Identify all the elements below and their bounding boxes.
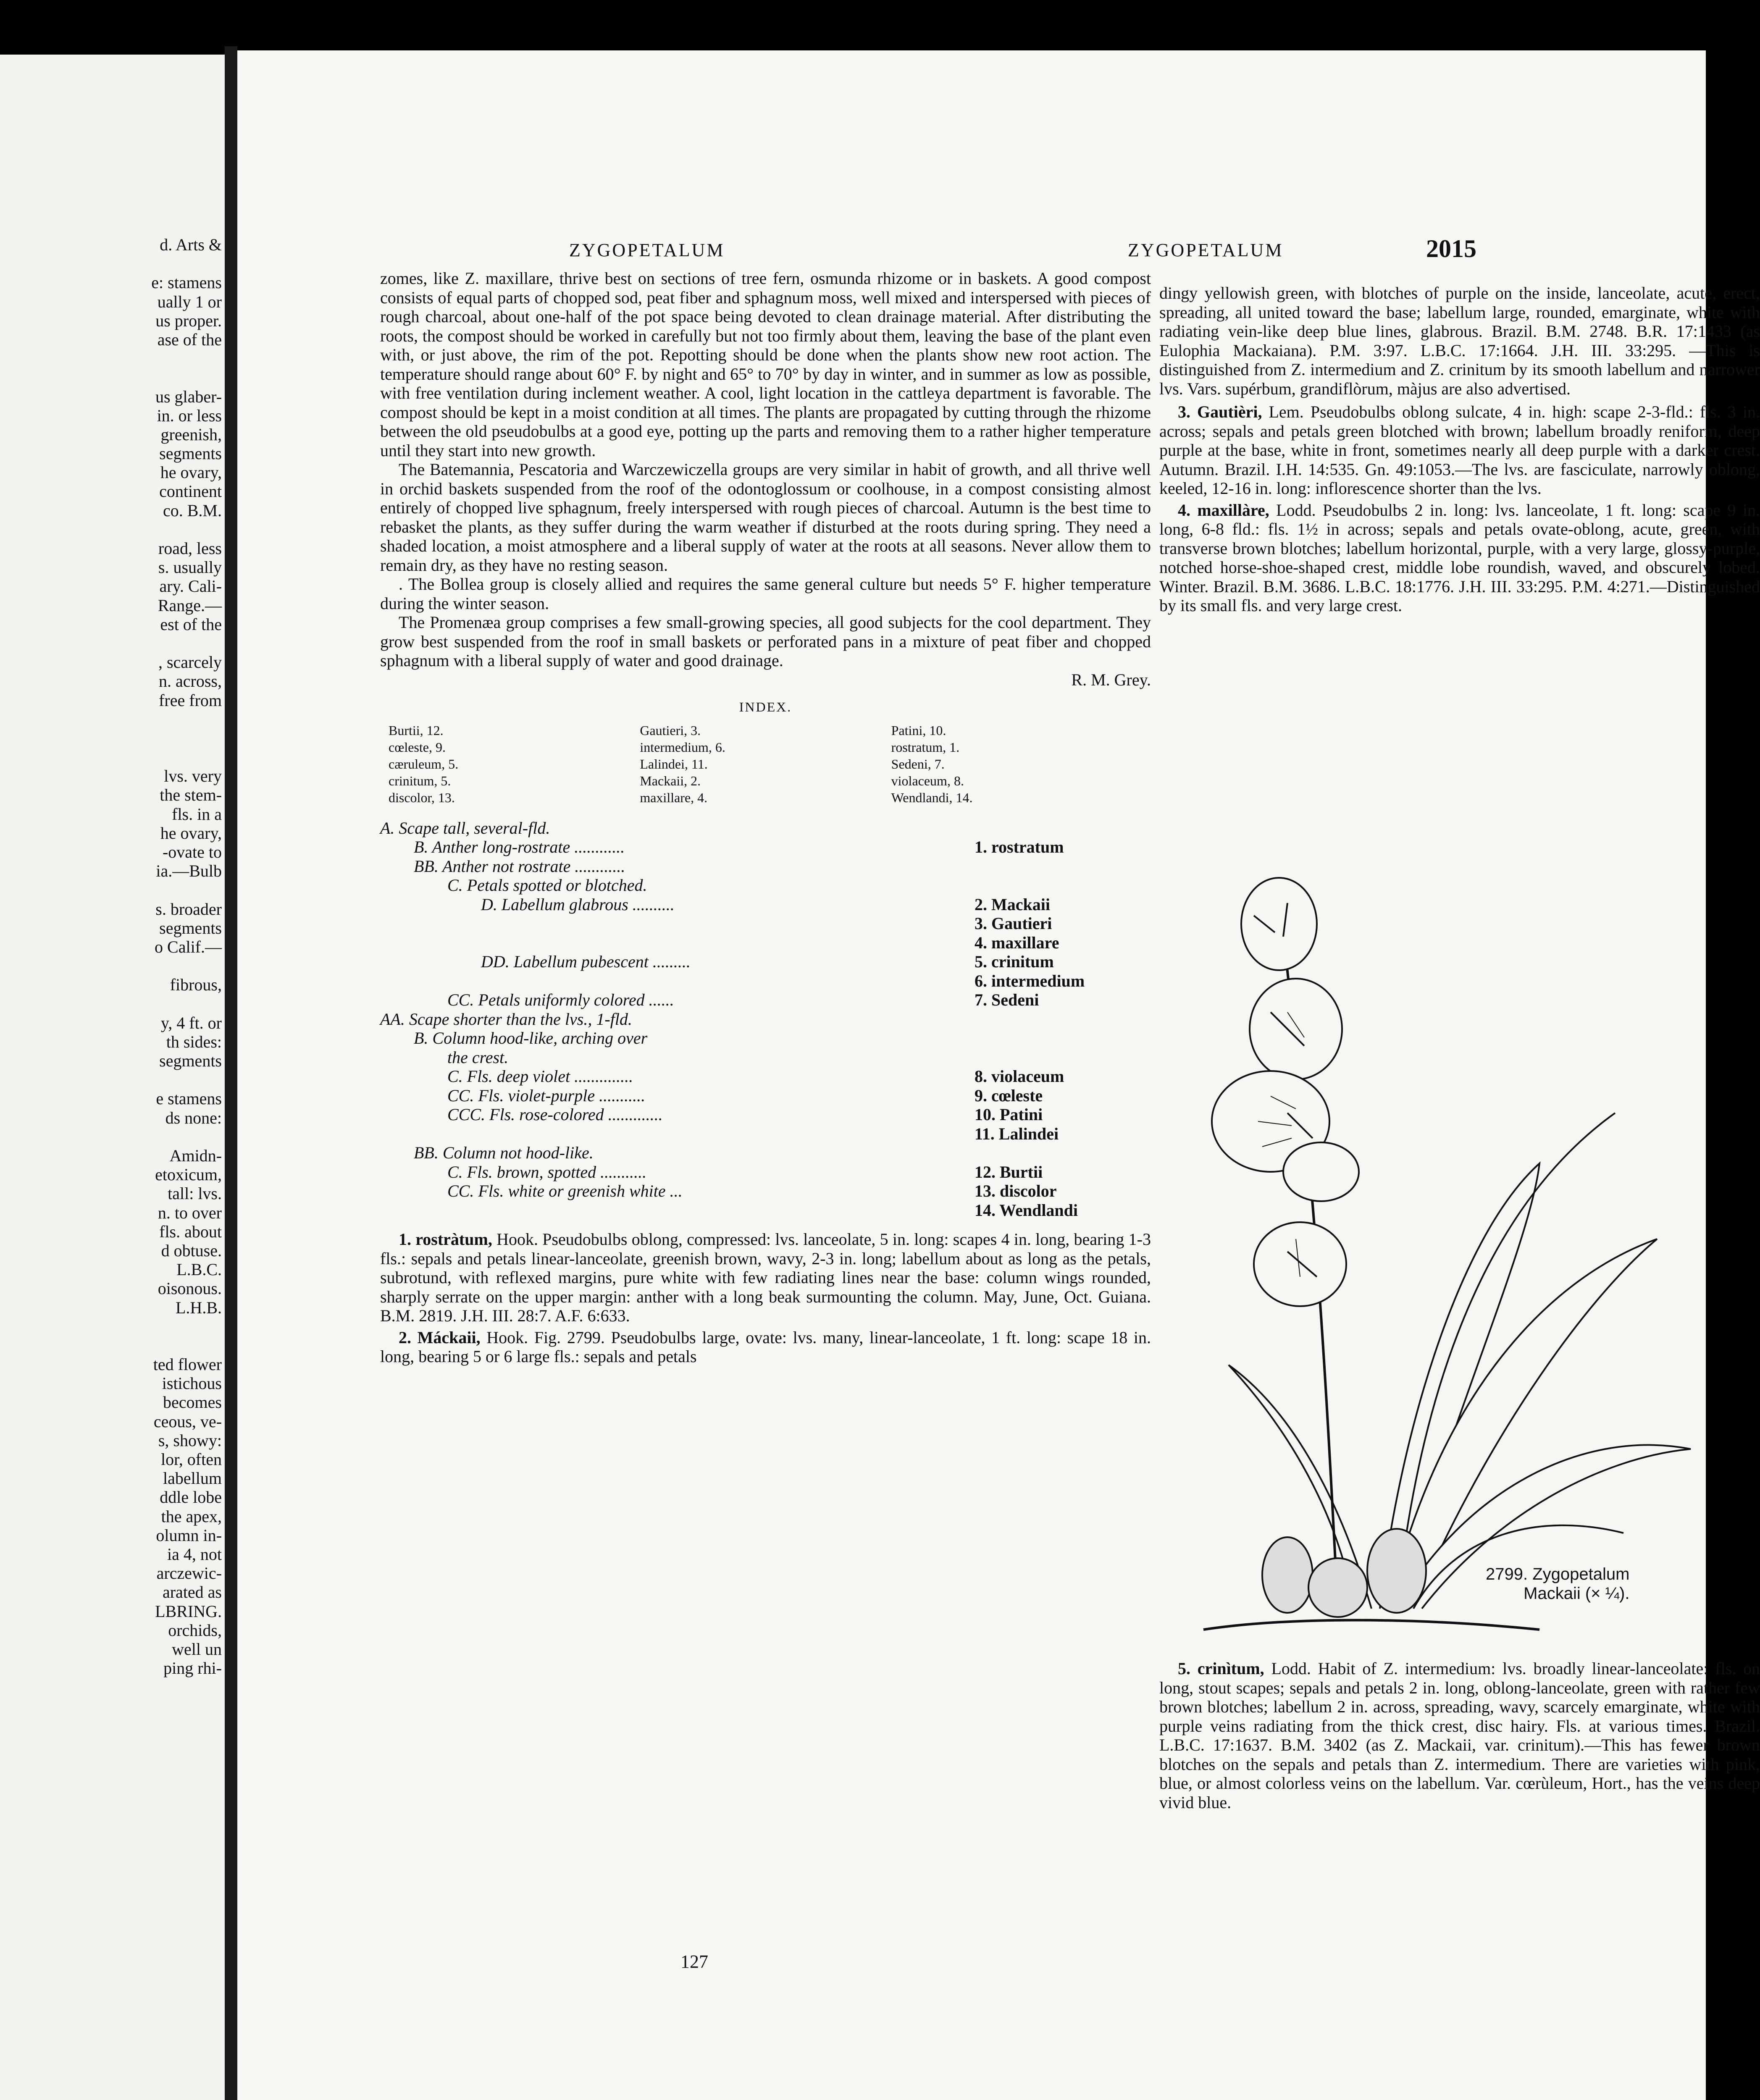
index-entry: Sedeni, 7. — [891, 756, 945, 772]
key-label — [380, 1201, 447, 1220]
left-page-line: y, 4 ft. or — [160, 1013, 222, 1032]
key-label: CC. Fls. white or greenish white ... — [447, 1181, 683, 1200]
key-label: CC. Fls. violet-purple ........... — [447, 1086, 646, 1105]
left-page-line: s, showy: — [158, 1431, 222, 1450]
key-label: BB. Anther not rostrate ............ — [414, 856, 625, 876]
left-page-line: olumn in- — [156, 1525, 222, 1545]
index-entry: cæruleum, 5. — [389, 756, 459, 772]
left-page-line: ia.—Bulb — [156, 861, 222, 881]
signature: R. M. Grey. — [1071, 670, 1151, 689]
left-page-line: the apex, — [161, 1507, 222, 1526]
left-page-line: o Calif.— — [155, 937, 222, 956]
left-page-line: arated as — [162, 1583, 222, 1602]
left-page-line: ase of the — [157, 330, 222, 349]
paragraph: dingy yellowish green, with blotches of purple on the inside, lanceolate, acute, erect, spreading, all united toward the base; labellum large, rounded, emarginate, white with radiating vein-like deep blue lines, glabrous. Brazil. B.M. 2748. B.R. 17:1433 (as Eulophia Mackaiana). P.M. 3:97. L.B.C. 17:1664. J.H. III. 33:295. —This is distinguished from Z. intermedium and Z. crinitum by its smooth labellum and narrower lvs. Vars. supérbum, grandiflòrum, màjus are also advertised. — [1159, 284, 1760, 398]
left-page-line: ia 4, not — [167, 1544, 222, 1564]
paragraph: The Batemannia, Pescatoria and Warczewiczella groups are very similar in habit of growth, and all thrive well in orchid baskets suspended from the roof of the odontoglossum or coolhouse, in a compost consisting almost entirely of chopped live sphagnum, freely interspersed with rough pieces of charcoal. Autumn is the best time to rebasket the plants, as they suffer during the warm weather if disturbed at the roots during spring. They need a shaded location, a moist atmosphere and a liberal supply of water at the roots at all seasons. Never allow them to remain dry, as they have no resting season. — [380, 460, 1151, 575]
key-species: 6. intermedium — [975, 971, 1085, 990]
column-right-lower — [1159, 1659, 1760, 1812]
running-head-right: ZYGOPETALUM — [1128, 240, 1284, 260]
index-entry: discolor, 13. — [389, 790, 455, 805]
left-page-line: lor, often — [160, 1450, 222, 1469]
key-species: 10. Patini — [975, 1105, 1043, 1124]
left-page-line — [3, 1317, 222, 1336]
left-page-line: ted flower — [153, 1355, 222, 1374]
index-entry: cœleste, 9. — [389, 739, 446, 755]
left-page-line — [3, 1336, 222, 1355]
left-page-line: th sides: — [166, 1032, 222, 1051]
left-page-line: us glaber- — [155, 387, 222, 406]
species-description: Lodd. Habit of Z. intermedium: lvs. broadly linear-lanceolate: fls. on long, stout scapes; sepals and petals 2 in. long, oblong-lanceolate, green with rather few brown blotches; labellum 2 in. across, spreading, wavy, scarcely emarginate, white with purple veins radiating from the thick crest, disc hairy. Fls. at various times. Brazil. L.B.C. 17:1637. B.M. 3402 (as Z. Mackaii, var. crinitum).—This has fewer brown blotches on the sepals and petals than Z. intermedium. There are varieties with pink, blue, or almost colorless veins on the labellum. Var. cœrùleum, Hort., has the veins deep vivid blue. — [1159, 1659, 1760, 1812]
left-page-line: Amidn- — [169, 1146, 222, 1165]
index-entry: Burtii, 12. — [389, 722, 444, 738]
key-row — [380, 990, 1151, 1010]
left-page-line: well un — [172, 1639, 222, 1659]
left-page-line: d. Arts & — [160, 235, 222, 254]
left-page-line: lvs. very — [164, 766, 222, 786]
key-row — [380, 952, 1151, 971]
species-name: 1. rostràtum, — [399, 1230, 492, 1249]
left-page-line: , scarcely — [158, 653, 222, 672]
species-description: Hook. Fig. 2799. Pseudobulbs large, ovate: lvs. many, linear-lanceolate, 1 ft. long: scape 18 in. long, bearing 5 or 6 large fls.: sepals and petals — [380, 1328, 1151, 1366]
left-page-line: ary. Cali- — [159, 577, 222, 596]
left-page-text — [3, 235, 222, 1677]
key-species: 14. Wendlandi — [975, 1200, 1078, 1220]
left-page-line: LBRING. — [155, 1601, 222, 1621]
paragraph: . The Bollea group is closely allied and requires the same general culture but needs 5° F. higher temperature during the winter season. — [380, 575, 1151, 613]
signature-folio: 127 — [680, 1951, 708, 1972]
running-head-left: ZYGOPETALUM — [569, 240, 725, 260]
species-name: 2. Máckaii, — [399, 1328, 481, 1347]
left-page-line: Range.— — [158, 596, 222, 615]
key-label: the crest. — [447, 1047, 509, 1067]
left-page-line: oisonous. — [158, 1279, 222, 1298]
left-page-line: -ovate to — [162, 843, 222, 861]
species-description: Lem. Pseudobulbs oblong sulcate, 4 in. high: scape 2-3-fld.: fls. 3 in. across; sepals and petals green blotched with brown; labellum broadly reniform, deep purple at the base, white in front, sometimes nearly all deep purple with a darker crest. Autumn. Brazil. I.H. 14:535. Gn. 49:1053.—The lvs. are fasciculate, narrowly oblong, keeled, 12-16 in. long: inflorescence shorter than the lvs. — [1159, 402, 1760, 498]
key-label: CC. Petals uniformly colored ...... — [447, 990, 674, 1009]
left-page-line: d obtuse. — [161, 1241, 222, 1260]
key-row — [380, 1143, 1151, 1163]
left-page-line: ds none: — [165, 1108, 222, 1127]
index-entry: crinitum, 5. — [389, 773, 451, 788]
key-species: 11. Lalindei — [975, 1124, 1059, 1143]
key-label: CCC. Fls. rose-colored ............. — [447, 1105, 663, 1124]
left-page-line — [3, 1127, 222, 1146]
key-species — [975, 857, 1151, 876]
right-page — [237, 50, 1760, 2100]
left-page-line: ceous, ve- — [153, 1412, 222, 1431]
left-page-line: etoxicum, — [155, 1165, 222, 1184]
left-page-line — [3, 368, 222, 387]
index-table — [389, 722, 1143, 806]
index-entry: violaceum, 8. — [891, 773, 964, 788]
left-page-line: istichous — [162, 1374, 222, 1393]
key-species — [975, 876, 1151, 895]
left-page-line: in. or less — [157, 406, 222, 425]
left-page-line — [3, 880, 222, 899]
key-label — [380, 914, 481, 933]
key-row — [380, 933, 1151, 953]
key-label — [380, 1124, 447, 1144]
key-label: C. Petals spotted or blotched. — [447, 876, 647, 895]
left-page-line: fls. about — [159, 1222, 222, 1241]
key-species: 2. Mackaii — [975, 895, 1050, 914]
left-page-line: segments — [159, 1051, 222, 1071]
left-page-line: free from — [159, 690, 222, 710]
left-page-line: continent — [159, 482, 222, 501]
key-row — [380, 1201, 1151, 1220]
key-species: 4. maxillare — [975, 933, 1059, 952]
key-label: A. Scape tall, several-fld. — [380, 818, 550, 837]
left-page-line — [3, 956, 222, 975]
left-page-line: us proper. — [155, 311, 222, 330]
left-page-line: e: stamens — [151, 273, 222, 292]
species-entry — [1159, 501, 1760, 719]
figure-caption — [1486, 1564, 1629, 1603]
left-page-line: L.B.C. — [176, 1260, 222, 1279]
left-page-line: fls. in a — [172, 804, 222, 824]
key-label: BB. Column not hood-like. — [414, 1143, 594, 1162]
left-page-line: co. B.M. — [163, 501, 222, 520]
key-row — [380, 837, 1151, 857]
key-row — [380, 819, 1151, 838]
page-number: 2015 — [1426, 235, 1476, 262]
left-page-line: orchids, — [168, 1620, 222, 1640]
key-species: 1. rostratum — [975, 837, 1064, 856]
left-page-line: s. broader — [155, 899, 222, 919]
book-spine — [225, 46, 237, 2100]
left-page-line: road, less — [158, 539, 222, 558]
key-row — [380, 1048, 1151, 1067]
key-row — [380, 857, 1151, 876]
key-row — [380, 876, 1151, 895]
key-species — [975, 819, 1151, 838]
paragraph: zomes, like Z. maxillare, thrive best on sections of tree fern, osmunda rhizome or in baskets. A good compost consists of equal parts of chopped sod, peat fiber and sphagnum moss, well mixed and interspersed with pieces of rough charcoal, about one-half of the pot space being devoted to clean drainage material. After distributing the roots, the compost should be worked in carefully but not too firmly about them, leaving the base of the plant even with, or just above, the rim of the pot. Repotting should be done when the plants show new root action. The temperature should range about 60° F. by night and 65° to 70° by day in winter, and in summer as low as possible, with free ventilation during inclement weather. A cool, light location in the cattleya department is favorable. The compost should be kept in a moist condition at all times. The plants are propagated by cutting through the rhizome between the old pseudobulbs at a good eye, potting up the parts and removing them to a rather higher temperature until they start into new growth. — [380, 269, 1151, 460]
column-left — [380, 269, 1151, 1366]
species-name: 3. Gautièri, — [1178, 402, 1262, 421]
left-page-line — [3, 1070, 222, 1089]
left-page-line: n. to over — [158, 1203, 222, 1222]
species-description: Lodd. Pseudobulbs 2 in. long: lvs. lanceolate, 1 ft. long: scape 9 in. long, 6-8 fld.: fls. 1½ in across; sepals and petals ovate-oblong, acute, green, with transverse brown blotches; labellum horizontal, purple, with a very large, glossy-purple, notched horse-shoe-shaped crest, middle lobe roundish, waved, and obscurely lobed. Winter. Brazil. B.M. 3686. L.B.C. 18:1776. J.H. III. 33:295. P.M. 4:271.—Distinguished by its small fls. and very large crest. — [1159, 500, 1760, 615]
left-page-line: tall: lvs. — [168, 1184, 222, 1203]
key-label — [380, 933, 481, 953]
left-page-line — [3, 748, 222, 766]
key-species — [975, 1143, 1151, 1163]
key-species — [975, 1048, 1151, 1067]
left-page-line: arczewic- — [156, 1564, 222, 1583]
key-row — [380, 1029, 1151, 1048]
key-label: DD. Labellum pubescent ......... — [481, 952, 691, 971]
left-page-line: s. usually — [158, 558, 222, 577]
left-page-line: fibrous, — [170, 975, 222, 995]
left-page-line — [3, 729, 222, 748]
orchid-illustration — [1161, 819, 1741, 1651]
key-species: 9. cœleste — [975, 1086, 1043, 1105]
key-species: 3. Gautieri — [975, 914, 1052, 933]
species-entry — [1159, 1659, 1760, 1812]
left-page-line — [3, 710, 222, 729]
left-page-line: he ovary, — [160, 823, 222, 843]
column-right — [1159, 284, 1760, 719]
caption-line: 2799. Zygopetalum — [1486, 1565, 1630, 1583]
key-row — [380, 914, 1151, 933]
key-label: B. Anther long-rostrate ............ — [414, 837, 625, 856]
index-title: INDEX. — [739, 699, 792, 714]
key-label: C. Fls. deep violet .............. — [447, 1067, 633, 1086]
key-label: AA. Scape shorter than the lvs., 1-fld. — [380, 1009, 632, 1029]
species-entry — [1159, 402, 1760, 498]
index-entry: Wendlandi, 14. — [891, 790, 973, 805]
species-description: Hook. Pseudobulbs oblong, compressed: lvs. lanceolate, 5 in. long: scapes 4 in. long, bearing 1-3 fls.: sepals and petals linear-lanceolate, greenish brown, wavy, 2-3 in. long; labellum about as long as the petals, subrotund, with reflexed margins, pure white with few radiating lines near the base: column wings rounded, sharply serrate on the upper margin: anther with a long beak surmounting the column. May, June, Oct. Guiana. B.M. 2819. J.H. III. 28:7. A.F. 6:633. — [380, 1230, 1151, 1325]
left-page-line: segments — [159, 918, 222, 937]
left-page-line: labellum — [163, 1469, 222, 1488]
left-page-line: e stamens — [156, 1089, 222, 1108]
left-page-line: ddle lobe — [160, 1488, 222, 1507]
key-species: 13. discolor — [975, 1181, 1057, 1200]
left-page-line: n. across, — [159, 672, 222, 691]
left-page-line: segments — [159, 444, 222, 463]
key-label: D. Labellum glabrous .......... — [481, 895, 675, 914]
key-species: 7. Sedeni — [975, 990, 1039, 1009]
species-entry — [380, 1328, 1151, 1366]
species-name: 4. maxillàre, — [1178, 500, 1269, 520]
index-entry: Mackaii, 2. — [640, 773, 701, 788]
left-page-line: L.H.B. — [176, 1298, 222, 1317]
left-page-line: greenish, — [160, 425, 222, 444]
key-label: C. Fls. brown, spotted ........... — [447, 1162, 647, 1181]
key-row — [380, 1105, 1151, 1124]
species-key — [380, 819, 1151, 1220]
key-row — [380, 971, 1151, 991]
index-entry: rostratum, 1. — [891, 739, 960, 755]
key-row — [380, 1086, 1151, 1105]
index-entry: intermedium, 6. — [640, 739, 725, 755]
key-row — [380, 1067, 1151, 1086]
index-entry: Patini, 10. — [891, 722, 946, 738]
left-page-line — [3, 995, 222, 1013]
caption-line: Mackaii (× ¼). — [1524, 1584, 1630, 1603]
paragraph: The Promenæa group comprises a few small-growing species, all good subjects for the cool department. They grow best suspended from the roof in small baskets or perforated pans in a mixture of peat fiber and chopped sphagnum with a liberal supply of water and good drainage. — [380, 613, 1151, 670]
left-page-line: ping rhi- — [163, 1659, 222, 1678]
key-row — [380, 895, 1151, 914]
key-species: 5. crinitum — [975, 952, 1054, 971]
key-row — [380, 1181, 1151, 1201]
key-species: 12. Burtii — [975, 1162, 1043, 1181]
species-name: 5. crinìtum, — [1178, 1659, 1264, 1678]
left-page-line: becomes — [163, 1393, 222, 1412]
left-page-line — [3, 520, 222, 539]
key-label — [380, 971, 481, 991]
left-page-line — [3, 254, 222, 273]
index-entry: Lalindei, 11. — [640, 756, 708, 772]
left-page-line: the stem- — [160, 785, 222, 805]
key-row — [380, 1163, 1151, 1182]
index-entry: maxillare, 4. — [640, 790, 708, 805]
key-species: 8. violaceum — [975, 1067, 1064, 1086]
key-row — [380, 1010, 1151, 1029]
left-page-line — [3, 349, 222, 368]
key-row — [380, 1124, 1151, 1144]
left-page-line: ually 1 or — [157, 292, 222, 311]
key-species — [975, 1010, 1151, 1029]
index-entry: Gautieri, 3. — [640, 722, 701, 738]
species-entry — [380, 1230, 1151, 1326]
left-page-line: he ovary, — [160, 463, 222, 482]
left-page-line: est of the — [160, 614, 222, 634]
key-label: B. Column hood-like, arching over — [414, 1029, 648, 1047]
key-species — [975, 1029, 1151, 1048]
left-page-line — [3, 634, 222, 653]
